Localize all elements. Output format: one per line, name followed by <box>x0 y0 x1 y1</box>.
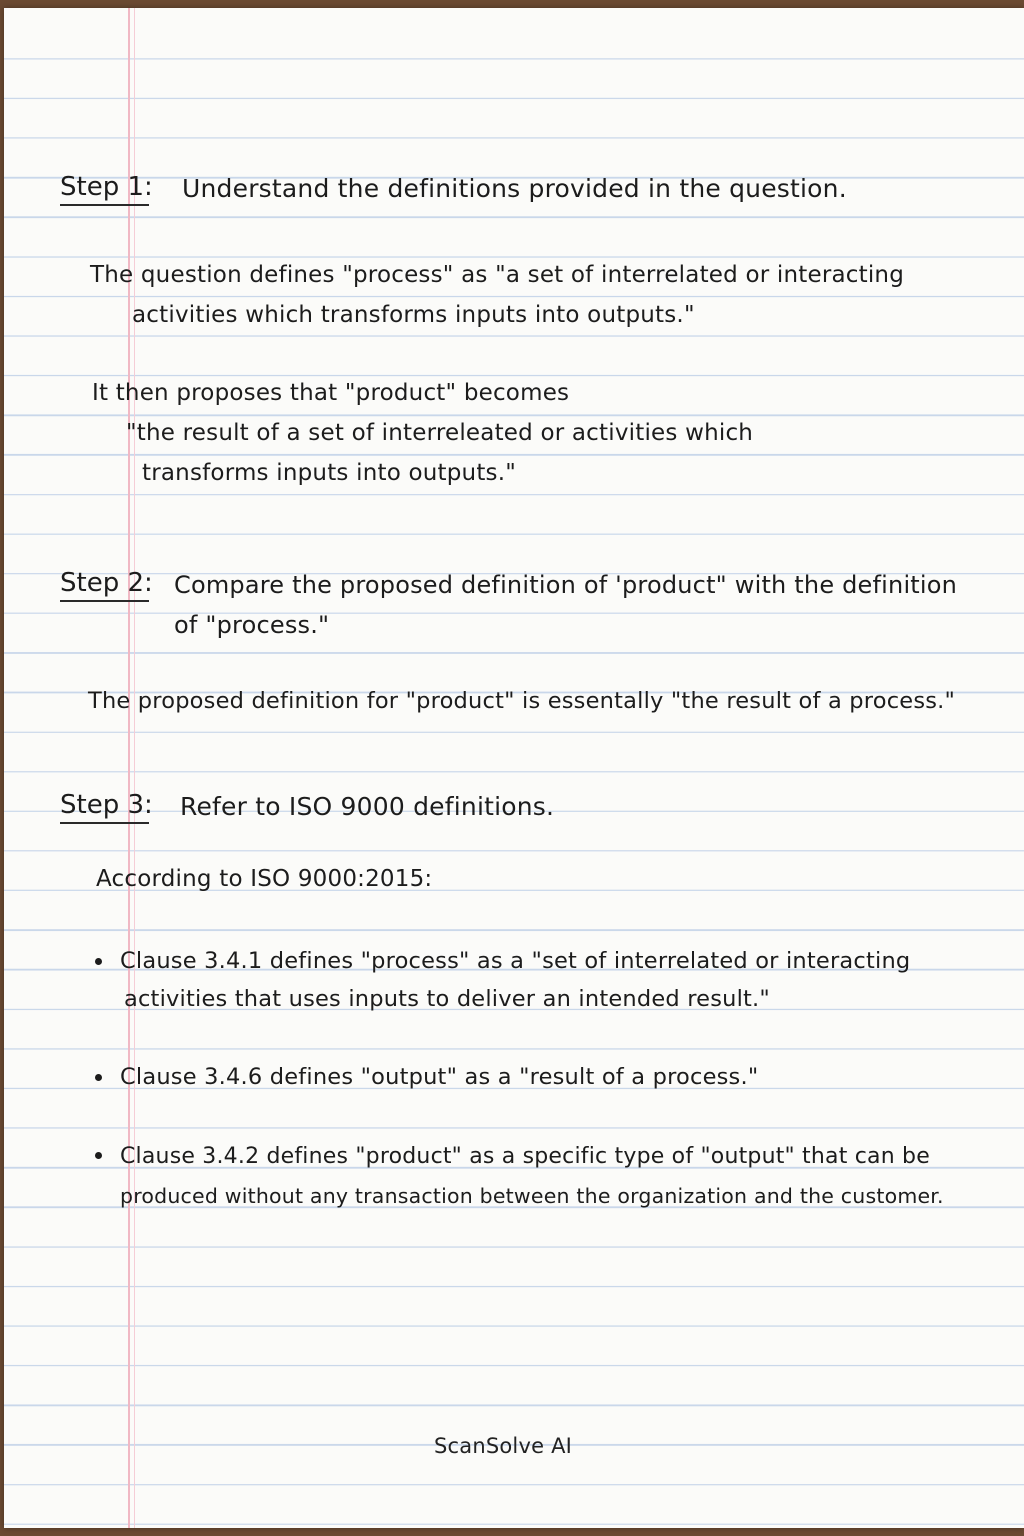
step-3-bullet-2-line-1: Clause 3.4.6 defines "output" as a "result of a process." <box>120 1064 759 1090</box>
step-1-para-2-line-3: transforms inputs into outputs." <box>142 460 517 486</box>
step-3-bullet-1-line-1: Clause 3.4.1 defines "process" as a "set of interrelated or interacting <box>120 948 911 974</box>
step-2-heading-line-1: Compare the proposed definition of 'product" with the definition <box>174 571 958 599</box>
step-2-heading-line-2: of "process." <box>174 611 330 639</box>
step-1-para-2-line-2: "the result of a set of interreleated or activities which <box>126 420 754 446</box>
notebook-page <box>4 8 1024 1528</box>
step-1-label: Step 1: <box>60 172 153 202</box>
step-3-bullet-3-line-2: produced without any transaction between the organization and the customer. <box>120 1184 944 1208</box>
step-1-para-1-line-1: The question defines "process" as "a set of interrelated or interacting <box>90 262 905 288</box>
step-1-para-1-line-2: activities which transforms inputs into outputs." <box>132 302 695 328</box>
step-3-heading: Refer to ISO 9000 definitions. <box>180 792 555 821</box>
step-3-bullet-1-line-2: activities that uses inputs to deliver an intended result." <box>124 986 770 1012</box>
step-3-bullet-3-line-1: Clause 3.4.2 defines "product" as a specific type of "output" that can be <box>120 1144 930 1169</box>
step-2-para-1: The proposed definition for "product" is essentally "the result of a process." <box>88 688 956 714</box>
step-3-intro: According to ISO 9000:2015: <box>96 866 433 892</box>
bullet-dot <box>95 1074 102 1081</box>
footer-brand: ScanSolve AI <box>434 1434 573 1458</box>
step-3-label: Step 3: <box>60 790 153 820</box>
step-1-para-2-line-1: It then proposes that "product" becomes <box>92 380 570 406</box>
bullet-dot <box>95 1152 102 1159</box>
step-1-heading: Understand the definitions provided in the question. <box>182 174 847 203</box>
bullet-dot <box>95 958 102 965</box>
step-2-label: Step 2: <box>60 568 153 598</box>
